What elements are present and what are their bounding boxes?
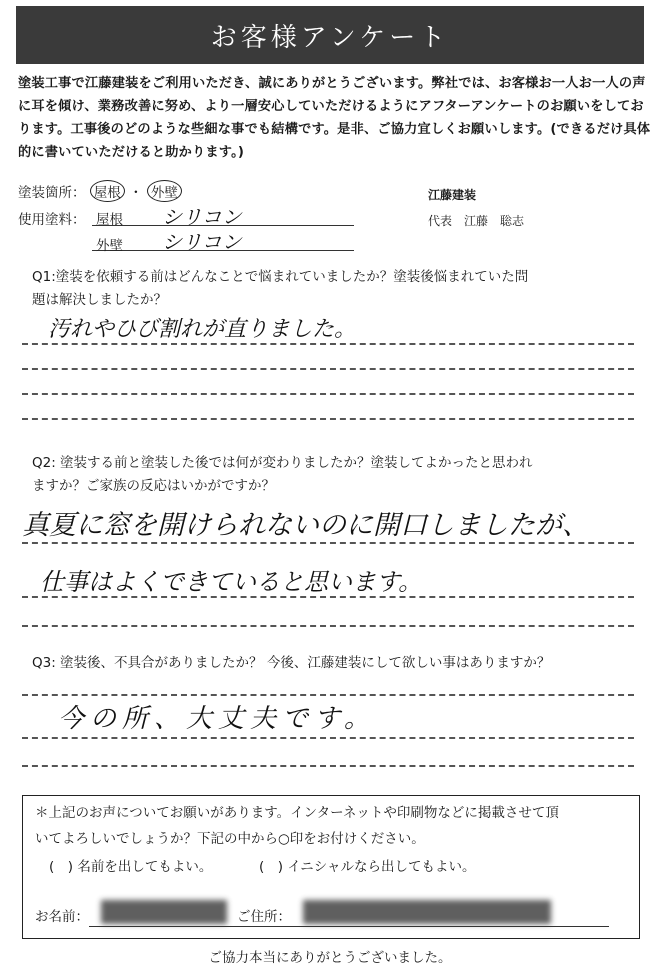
company-representative: 代表 江藤 聡志 — [428, 214, 525, 228]
answer-line — [22, 765, 634, 767]
location-option-roof[interactable]: 屋根 — [90, 180, 125, 202]
q2-answer-line1: 真夏に窓を開けられないのに開口しましたが、 — [22, 510, 589, 541]
q3-question-line: Q3: 塗装後、不具合がありましたか？ 今後、江藤建装にして欲しい事はありますか？ — [32, 655, 551, 671]
name-redacted — [101, 900, 227, 924]
publication-consent-box — [22, 795, 640, 939]
q2-question — [32, 452, 533, 498]
wall-label: 外壁 — [96, 238, 123, 254]
consent-option-name[interactable]: ( ) 名前を出してもよい。 — [49, 859, 213, 875]
q1-question-line: 題は解決しましたか？ — [32, 292, 167, 308]
answer-line — [22, 418, 634, 420]
q2-question-line: ますか？ご家族の反応はいかがですか？ — [32, 478, 275, 494]
location-label: 塗装箇所： — [18, 185, 86, 201]
answer-line — [22, 343, 634, 345]
answer-line — [22, 596, 634, 598]
intro-line: 塗装工事で江藤建装をご利用いただき、誠にありがとうございます。弊社では、お客様お一人お一人の声 — [18, 76, 646, 91]
survey-title: お客様アンケート — [210, 22, 450, 53]
q3-question — [32, 652, 550, 675]
roof-label: 屋根 — [96, 212, 123, 228]
intro-paragraph — [18, 72, 651, 164]
q1-answer: 汚れやひび割れが直りました。 — [48, 317, 357, 342]
name-label: お名前： — [35, 909, 89, 925]
location-row — [18, 180, 182, 202]
answer-line — [22, 625, 634, 627]
answer-line — [22, 737, 634, 739]
address-redacted — [303, 900, 551, 924]
intro-line: に耳を傾け、業務改善に努め、より一層安心していただけるようにアフターアンケートのお願いをしてお — [18, 99, 644, 114]
paint-label: 使用塗料： — [18, 212, 86, 228]
roof-paint-field[interactable] — [92, 203, 354, 229]
location-option-wall[interactable]: 外壁 — [147, 180, 182, 202]
answer-line — [22, 542, 634, 544]
q2-answer-line2: 仕事はよくできていると思います。 — [40, 568, 423, 596]
answer-line — [22, 694, 634, 696]
q2-question-line: Q2: 塗装する前と塗装した後では何が変わりましたか？塗装してよかったと思われ — [32, 455, 533, 471]
q3-answer: 今の所、大丈夫です。 — [58, 704, 376, 734]
location-separator: ・ — [129, 185, 143, 201]
intro-line: ります。工事後のどのような些細な事でも結構です。是非、ご協力宜しくお願いします。(できるだけ具体 — [18, 122, 651, 137]
answer-line — [22, 368, 634, 370]
consent-option-initials[interactable]: ( ) イニシャルなら出してもよい。 — [259, 859, 476, 875]
survey-title-bar — [16, 6, 644, 64]
roof-paint-value: シリコン — [162, 205, 242, 229]
wall-paint-value: シリコン — [162, 230, 242, 254]
notice-line: ＊上記のお声についてお願いがあります。インターネットや印刷物などに掲載させて頂 — [35, 805, 559, 821]
intro-line: 的に書いていただけると助かります。) — [18, 145, 245, 160]
address-label: ご住所： — [237, 909, 291, 925]
q1-question — [32, 266, 528, 312]
q1-question-line: Q1:塗装を依頼する前はどんなことで悩まれていましたか？塗装後悩まれていた問 — [32, 269, 529, 285]
wall-paint-field[interactable] — [92, 228, 354, 254]
company-name: 江藤建装 — [428, 188, 477, 202]
signature-underline — [89, 926, 609, 927]
answer-line — [22, 393, 634, 395]
thank-you-footer: ご協力本当にありがとうございました。 — [208, 950, 452, 966]
notice-line: いてよろしいでしょうか？下記の中から○印をお付けください。 — [35, 831, 425, 847]
